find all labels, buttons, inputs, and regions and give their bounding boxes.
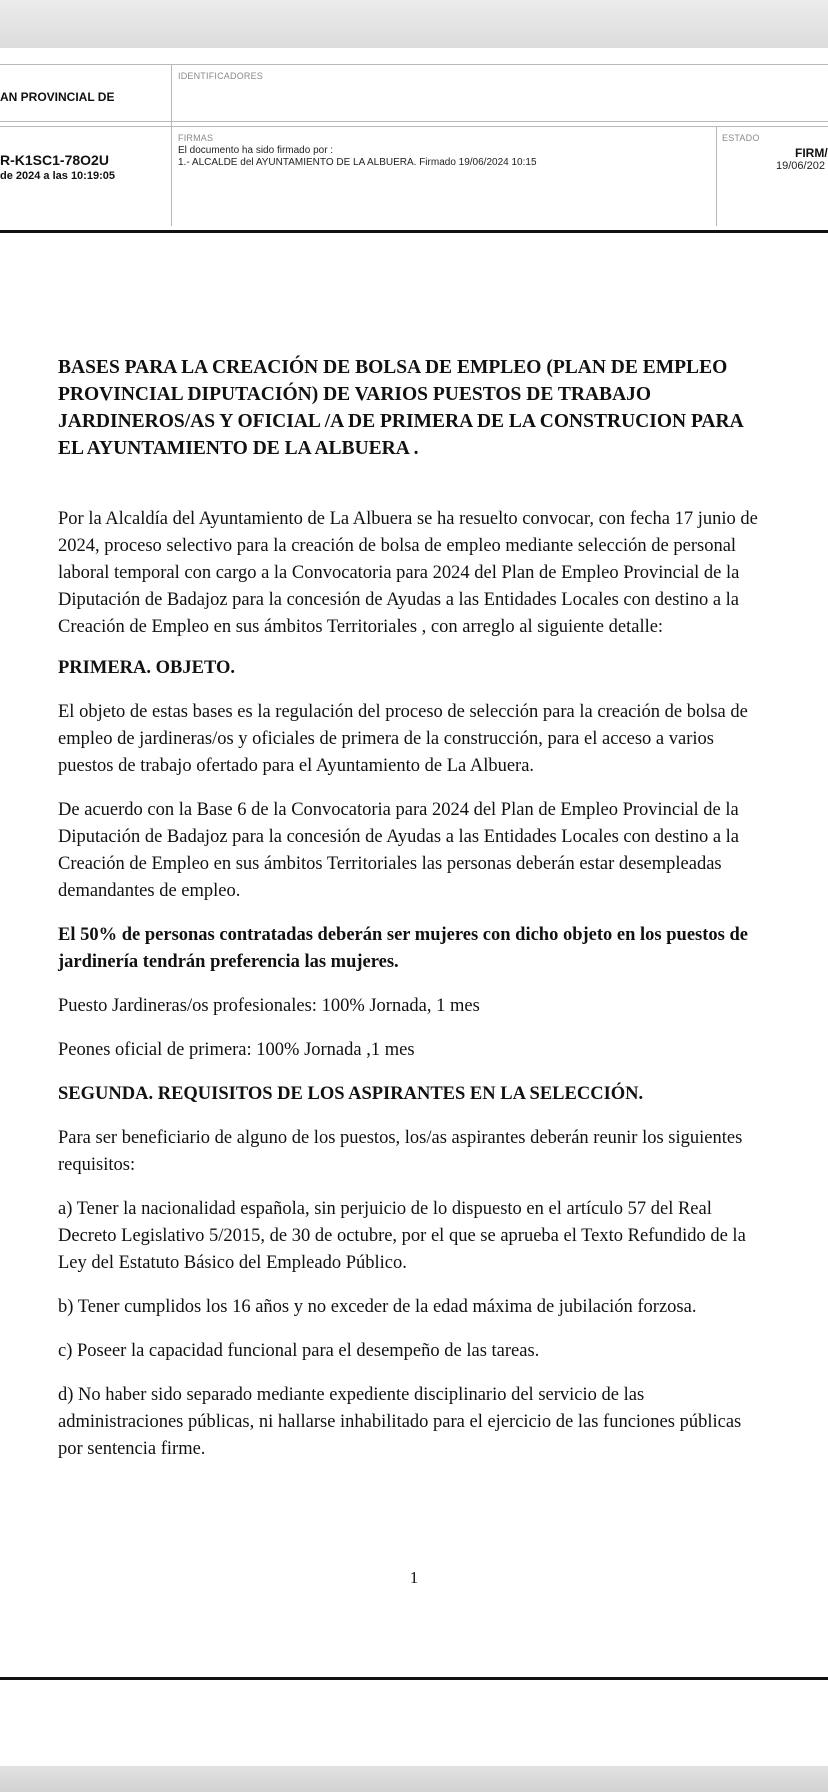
header-divider-2 [716, 126, 717, 226]
header-line-mid [0, 121, 828, 122]
footer-rule [0, 1677, 828, 1680]
document-code-date: de 2024 a las 10:19:05 [0, 170, 115, 182]
section-1-heading: PRIMERA. OBJETO. [58, 658, 235, 678]
requirement-a: a) Tener la nacionalidad española, sin perjuicio de lo dispuesto en el artículo 57 del Real Decreto Legislativo 5/2015, de 30 de octubre, por el que se aprueba el Texto Refundido de la Ley del Estatuto Básico del Empleado Público. [58, 1199, 746, 1273]
document-title: BASES PARA LA CREACIÓN DE BOLSA DE EMPLEO (PLAN DE EMPLEO PROVINCIAL DIPUTACIÓN) DE VARIOS PUESTOS DE TRABAJO JARDINEROS/AS Y OFICIAL /A DE PRIMERA DE LA CONSTRUCION PARA EL AYUNTAMIENTO DE LA ALBUERA . [58, 357, 743, 459]
header-left-title: AN PROVINCIAL DE [0, 90, 115, 104]
estado-date: 19/06/202 [776, 160, 825, 172]
viewer-top-bar [0, 0, 828, 48]
document-code: R-K1SC1-78O2U [0, 152, 109, 168]
signature-header [0, 64, 828, 226]
identificadores-label: IDENTIFICADORES [178, 71, 264, 81]
puesto-jardineros: Puesto Jardineras/os profesionales: 100% Jornada, 1 mes [58, 996, 480, 1016]
section-1-paragraph-1: El objeto de estas bases es la regulación del proceso de selección para la creación de bolsa de empleo de jardineras/os y oficiales de primera de la construcción, para el acceso a varios puestos de trabajo ofertado para el Ayuntamiento de La Albuera. [58, 702, 748, 776]
requirement-d: d) No haber sido separado mediante expediente disciplinario del servicio de las administraciones públicas, ni hallarse inhabilitado para el ejercicio de las funciones públicas por sentencia firme. [58, 1385, 742, 1459]
estado-label: ESTADO [722, 133, 760, 143]
page-number: 1 [409, 1568, 419, 1587]
firmas-line-1: El documento ha sido firmado por : [178, 145, 334, 156]
section-2-intro: Para ser beneficiario de alguno de los puestos, los/as aspirantes deberán reunir los siguientes requisitos: [58, 1128, 743, 1175]
section-1-bold-note: El 50% de personas contratadas deberán ser mujeres con dicho objeto en los puestos de jardinería tendrán preferencia las mujeres. [58, 925, 748, 972]
puesto-peones: Peones oficial de primera: 100% Jornada ,1 mes [58, 1040, 415, 1060]
header-line-top [0, 64, 828, 65]
requirement-b: b) Tener cumplidos los 16 años y no exceder de la edad máxima de jubilación forzosa. [58, 1297, 697, 1317]
requirement-c: c) Poseer la capacidad funcional para el desempeño de las tareas. [58, 1341, 540, 1361]
header-line-mid2 [0, 126, 828, 127]
document-body [58, 354, 770, 1463]
firmas-label: FIRMAS [178, 133, 214, 143]
section-2-heading: SEGUNDA. REQUISITOS DE LOS ASPIRANTES EN LA SELECCIÓN. [58, 1084, 644, 1104]
section-1-paragraph-2: De acuerdo con la Base 6 de la Convocatoria para 2024 del Plan de Empleo Provincial de la Diputación de Badajoz para la concesión de Ayudas a las Entidades Locales con destino a la Creación de Empleo en sus ámbitos Territoriales las personas deberán estar desempleadas demandantes de empleo. [58, 800, 740, 901]
viewer-bottom-bar [0, 1766, 828, 1792]
header-divider-1 [171, 64, 172, 226]
estado-value: FIRM/ [795, 146, 828, 160]
document-page [0, 48, 828, 1766]
firmas-line-2: 1.- ALCALDE del AYUNTAMIENTO DE LA ALBUERA. Firmado 19/06/2024 10:15 [178, 157, 537, 168]
header-bottom-rule [0, 230, 828, 233]
intro-paragraph: Por la Alcaldía del Ayuntamiento de La Albuera se ha resuelto convocar, con fecha 17 junio de 2024, proceso selectivo para la creación de bolsa de empleo mediante selección de personal laboral temporal con cargo a la Convocatoria para 2024 del Plan de Empleo Provincial de la Diputación de Badajoz para la concesión de Ayudas a las Entidades Locales con destino a la Creación de Empleo en sus ámbitos Territoriales , con arreglo al siguiente detalle: [58, 509, 758, 637]
